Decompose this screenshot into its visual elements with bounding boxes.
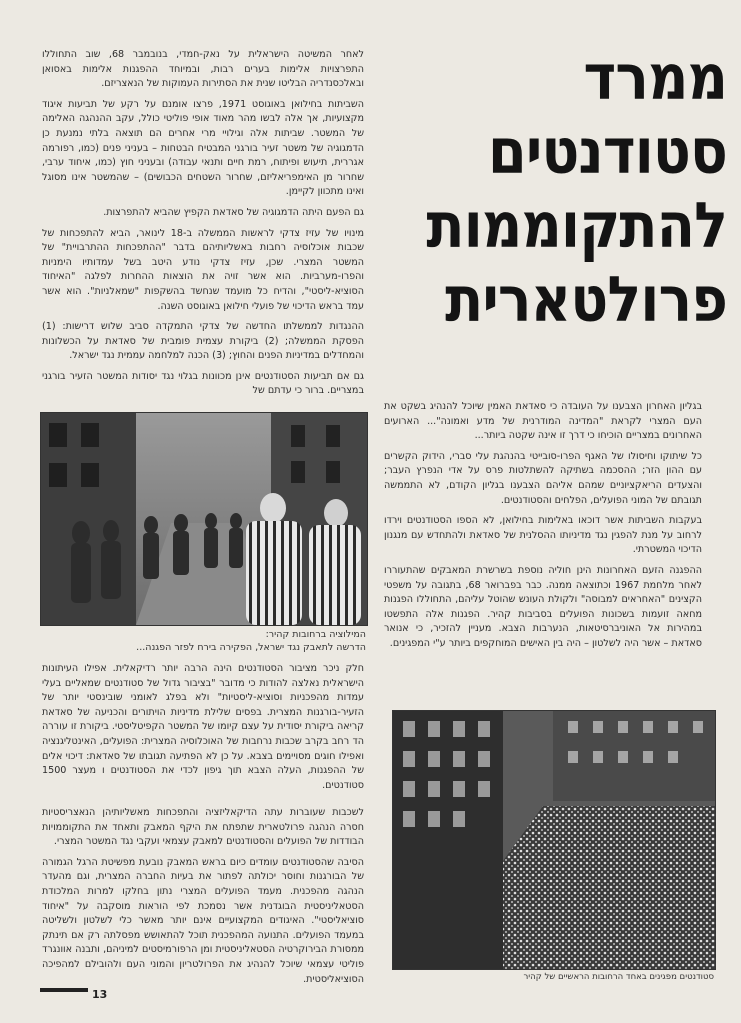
caption-text: סטודנטים מפגינים באחד הרחובות הראשיים של קהיר — [523, 972, 714, 982]
footer-rule — [40, 988, 88, 992]
headline — [382, 42, 727, 338]
paragraph: הסיבה שהסטודנטים עומדים כיום בראש המאבק נובעת מפשיטת הרגל הגמורה של הבורגנות וחוסר יכולתה לפתור את בעיות החברה המצרית, וגם מהעדר הנהגה מהפכנית. מעמד הפועלים המצרי נתון בחלקו למרות המלכודת הסטאליניסטית הבוגדנית אשר נסמכת לפי הוראות מוסקבה על "איחוד סוציאליסטי". האיגודים המקצועיים אינם יותר מאשר כלי לשלטון ולשליטה במעמד הפועלים. התנועה המהפכנית תוכל להתאושש מפסלתה רק אם תינתק ממסורת הבירוקרטיה הסטאליניסטית ומן הרפורמיסטים למיניהם, ותבנה אוונגרד פוליטי עצמאי שיוכל להנהיג את הפרולטריון והמוני העם ולהובילם למהפיכה הסוציאליסטית. — [42, 856, 364, 985]
headline-line: סטודנטים — [487, 115, 727, 189]
left-bottom-text — [42, 806, 364, 993]
paragraph: השביתות בחילואן באוגוסט 1971, פרצו אומנם על רקע של תביעות איגוד מקצועיות, אך אלה לבשו מהר מאוד אופי פוליטי כולל, עקב ההנהגה האלימה של המשטר. שביתות אלה וגילויי מרי אחרים הם תוצאה בלתי נמנעת כן הדמגוגיה של משטר זעיר בורגני המבטיח הבטחות – בעניני פנים (כמו, רפורמה אגררית, תיעוש ופיתוח, רמת חיים ותנאי עבודה) ובעניני חוץ (כמו, איחוד ערבי, שחרור מן האימפריאליזם, שחרור השטחים הכבושים) – שהמשטר אינו מסוגל ואינו מתכוון לקיימן. — [42, 98, 364, 198]
paragraph: בגליון האחרון הצבענו על העובדה כי סאדאת האמין שיוכל להנהיג בשקט את העם המצרי לקראת "המדינה המודרנית של מדע ואמונה"... הארועים האחרונים במצריים הוכיחו כי דרך זו אינה שקטה ביותר... — [384, 401, 702, 442]
crowd-photo — [392, 710, 716, 970]
paragraph: גם אם תביעות הסטודנטים אינן מכוונות בגלוי נגד יסודות המשטר הזעיר בורגני במצריים. ברור כי עדתם של — [42, 370, 364, 397]
paragraph: ההפגנה הזעם האחרונות הינן חוליה נוספת בשרשרת המאבקים שהתעוררו לאחר מלחמת 1967 וכתוצאה ממנה. כבר בפברואר 68, בתגובה על משפטי הקצינים "האחראים למבוסה" ולקולת העונש שהוטל עליהם, התחוללו הפגנות מחאה זועמות בשכונות הפועלים בסביבות קהיר. הפגנות אלה התפשטו במהירות אל האוניברסיטאות, הנערבות הצבא. מעניין להזכיר, כי אנואר סאדאת – אשר היה לשלטון – היה בין האישים המוחקפים ביותר ע"י המפגינים. — [384, 564, 702, 649]
photo-two-caption — [392, 971, 714, 984]
left-continuation-text — [42, 662, 364, 799]
paragraph: חלק ניכר מציבור הסטודנטים הינה הרבה יותר רדיקאלית. אפילו העיתונות הישראלית נאלצה להודות כי מדובר "בציבור גדול של סטודנטים שמאליים בעלי עמדות מהפכניות וסוציא-ליסטיות" ולא בפלג לאומני שובינסטי יותר של הזעיר-בורגנות המצרית. בפסים שלילת מדיניות הויתורים והכניעה של סאדאת קריאה ביקורת יסודית על עצם קיומו של המשטר הקפיטליסטי. ביקורת זו עוררה הד רחב בקרב שכבות נרחבות של האוכלוסיה המצרית: הפועלים, האינטליגנציה ואפילו חוגים מסויימים בצבא. על כן לא הפתיעה תגובתו של סאדאת: דיכוי אלים של ההפגנות, העלה הצבא תוך גיפון לכדי את הסטודנטים ו מעצר 1500 סטודנטים. — [42, 663, 364, 791]
paragraph: לשכבות שעוברות עתה הדיקאליזציה והתפכחות מאשליותיהן הנאצריסטיות חסרה הנהגה פרולטארית שתפתח את היקף המאבק ותאחד את התקוממויות הבודדות של הפועלים והסטודנטים למאבק עצמאי ועקבי נגד המשטר המצרי. — [42, 807, 364, 848]
crowd-photo-image — [393, 711, 715, 969]
page-number: 13 — [92, 988, 108, 1001]
paragraph: מינויו של עזיז צדקי לראשות הממשלה ב-18 לינואר, הביא להתפכחות של שכבות אוכלוסיה רחבות באשליותיהם בדבר "ההתפכחות ההתרבויית" של המשטר המצרי. שכן, עזיז צדקי נודע היטב בשל עמדותיו הימניות והפרו-מערביות. הוא אשר זויה את הוצאות ההחרות לפלגה "האיחוד הסוציא-ליסטי", והדיח כל מועמד שנחשד בהשקפות "שמאלניות". הוא אשר עמד בראש הדיכוי של פועלי חילואן באוגוסט השנה. — [42, 227, 365, 312]
photo-one-caption — [40, 628, 366, 654]
caption-line: המילוציה ברחובות קהיר: — [265, 629, 366, 640]
headline-line: פרולטארית — [445, 263, 727, 337]
left-column-text — [42, 48, 364, 405]
headline-line: ממרד — [583, 42, 727, 115]
paragraph: ההנגדות לממשלתו החדשה של צדקי התמקדה סביב שלוש דרישות: (1) הפסקת הממשלה; (2) ביקורת עצמית פומבית של סאדאת על הכשלונות והמחדלים במדיניות הפנים והחוץ; (3) הכנה למלחמה עממית נגד ישראל. — [42, 321, 364, 362]
street-photo-image — [41, 413, 367, 625]
headline-line: להתקוממות — [426, 189, 727, 263]
right-column-text — [384, 400, 702, 658]
street-militia-photo — [40, 412, 368, 626]
paragraph: לאחר המשיטה הישראלית על נאק-חמדי, בנובמבר 68, שוב התחוללו התפרצויות אלימות בערים רבות, ובמיוחד ההפגנות אלימות באסואן ובאלכסנדריה הבליטו שנית את הסתירות העמוקות של הנאצריזם. — [42, 49, 364, 90]
paragraph: בעקבות השביתות אשר דוכאו באלימות בחילואן, לא הספו הסטודנטים וירדו לרחוב על מנת להפגין נגד מדיניותו ההסלנית של סאדאת ולהתחדש עם מנגנון הדיכוי המשטרתי. — [384, 515, 702, 556]
caption-line: הדרשה לתאבק נגד ישראל, הפקירה בירח לפזר הפגנה... — [136, 642, 366, 653]
paragraph: כל שיתוקו וחיסולו של האגף הפרו-סובייטי בהנהגת עלי סברי, הידוק הקשרים עם ההון הזר; ההסכמה בשתיקה להשתלטות פרס על אדי הנפרץ העבר; והצעדים הריאקציוניים שמהם אליהם הצבענו בגליון הקודם, לא התממשה תגובתם של המוני הפועלים, הפלחים והסטודנטים. — [384, 450, 702, 506]
paragraph: גם הפעם היתה הדמגוגיה של סאדאת הקפיץ שהביא להתפרצות. — [103, 206, 364, 218]
